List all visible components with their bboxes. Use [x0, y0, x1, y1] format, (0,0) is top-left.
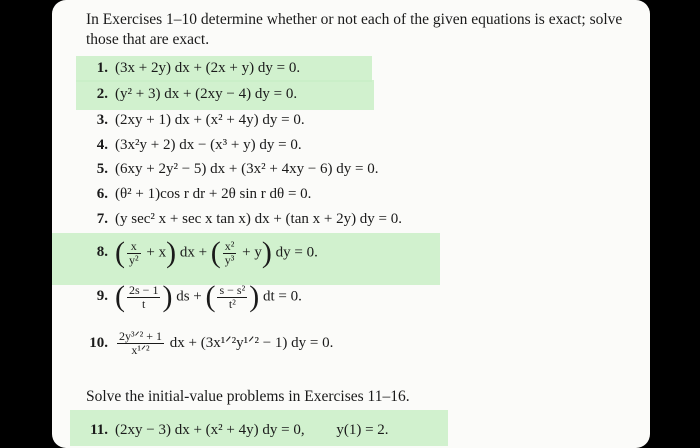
exercise-10: 10. $\frac{\text{2y³ᐟ² + 1}}{\text{x¹ᐟ²}}$ dx + (3x¹ᐟ²y¹ᐟ² − 1) dy = 0.	[89, 329, 334, 357]
exercise-5: 5. (6xy + 2y² − 5) dx + (3x² + 4xy − 6) dy = 0.	[96, 161, 379, 177]
section-heading: Solve the initial-value problems in Exercises 11–16.	[86, 388, 410, 405]
fraction: $\frac{2s - 1}{t}$	[129, 282, 159, 311]
fraction: $\frac{x}{\text{y²}}$	[129, 238, 139, 267]
exercise-9: 9. ( $\frac{2s - 1}{t}$ ) ds + ( $\frac{\text{s − s²}}{\text{t²}}$ ) dt = 0.	[96, 280, 302, 313]
fraction: $\frac{\text{x²}}{\text{y³}}$	[224, 238, 235, 267]
exercise-6: 6. (θ² + 1)cos r dr + 2θ sin r dθ = 0.	[96, 186, 312, 202]
exercise-4: 4. (3x²y + 2) dx − (x³ + y) dy = 0.	[96, 137, 302, 153]
fraction: $\frac{\text{s − s²}}{\text{t²}}$	[219, 282, 246, 311]
exercise-7: 7. (y sec² x + sec x tan x) dx + (tan x + 2y) dy = 0.	[96, 211, 403, 227]
exercise-8: 8. ( $\frac{x}{\text{y²}}$ + x) dx + ( $\frac{\text{x²}}{\text{y³}}$ + y) dy = 0.	[96, 236, 318, 269]
exercise-1: 1. (3x + 2y) dx + (2x + y) dy = 0.	[96, 60, 301, 76]
intro-paragraph: In Exercises 1–10 determine whether or not each of the given equations is exact; solve those that are exact.	[86, 11, 623, 48]
fraction: $\frac{\text{2y³ᐟ² + 1}}{\text{x¹ᐟ²}}$	[119, 329, 163, 357]
exercise-11: 11. (2xy − 3) dx + (x² + 4y) dy = 0, y(1) = 2.	[90, 422, 389, 438]
exercise-3: 3. (2xy + 1) dx + (x² + 4y) dy = 0.	[96, 112, 305, 128]
exercise-2: 2. (y² + 3) dx + (2xy − 4) dy = 0.	[96, 86, 298, 102]
textbook-page	[52, 0, 650, 448]
